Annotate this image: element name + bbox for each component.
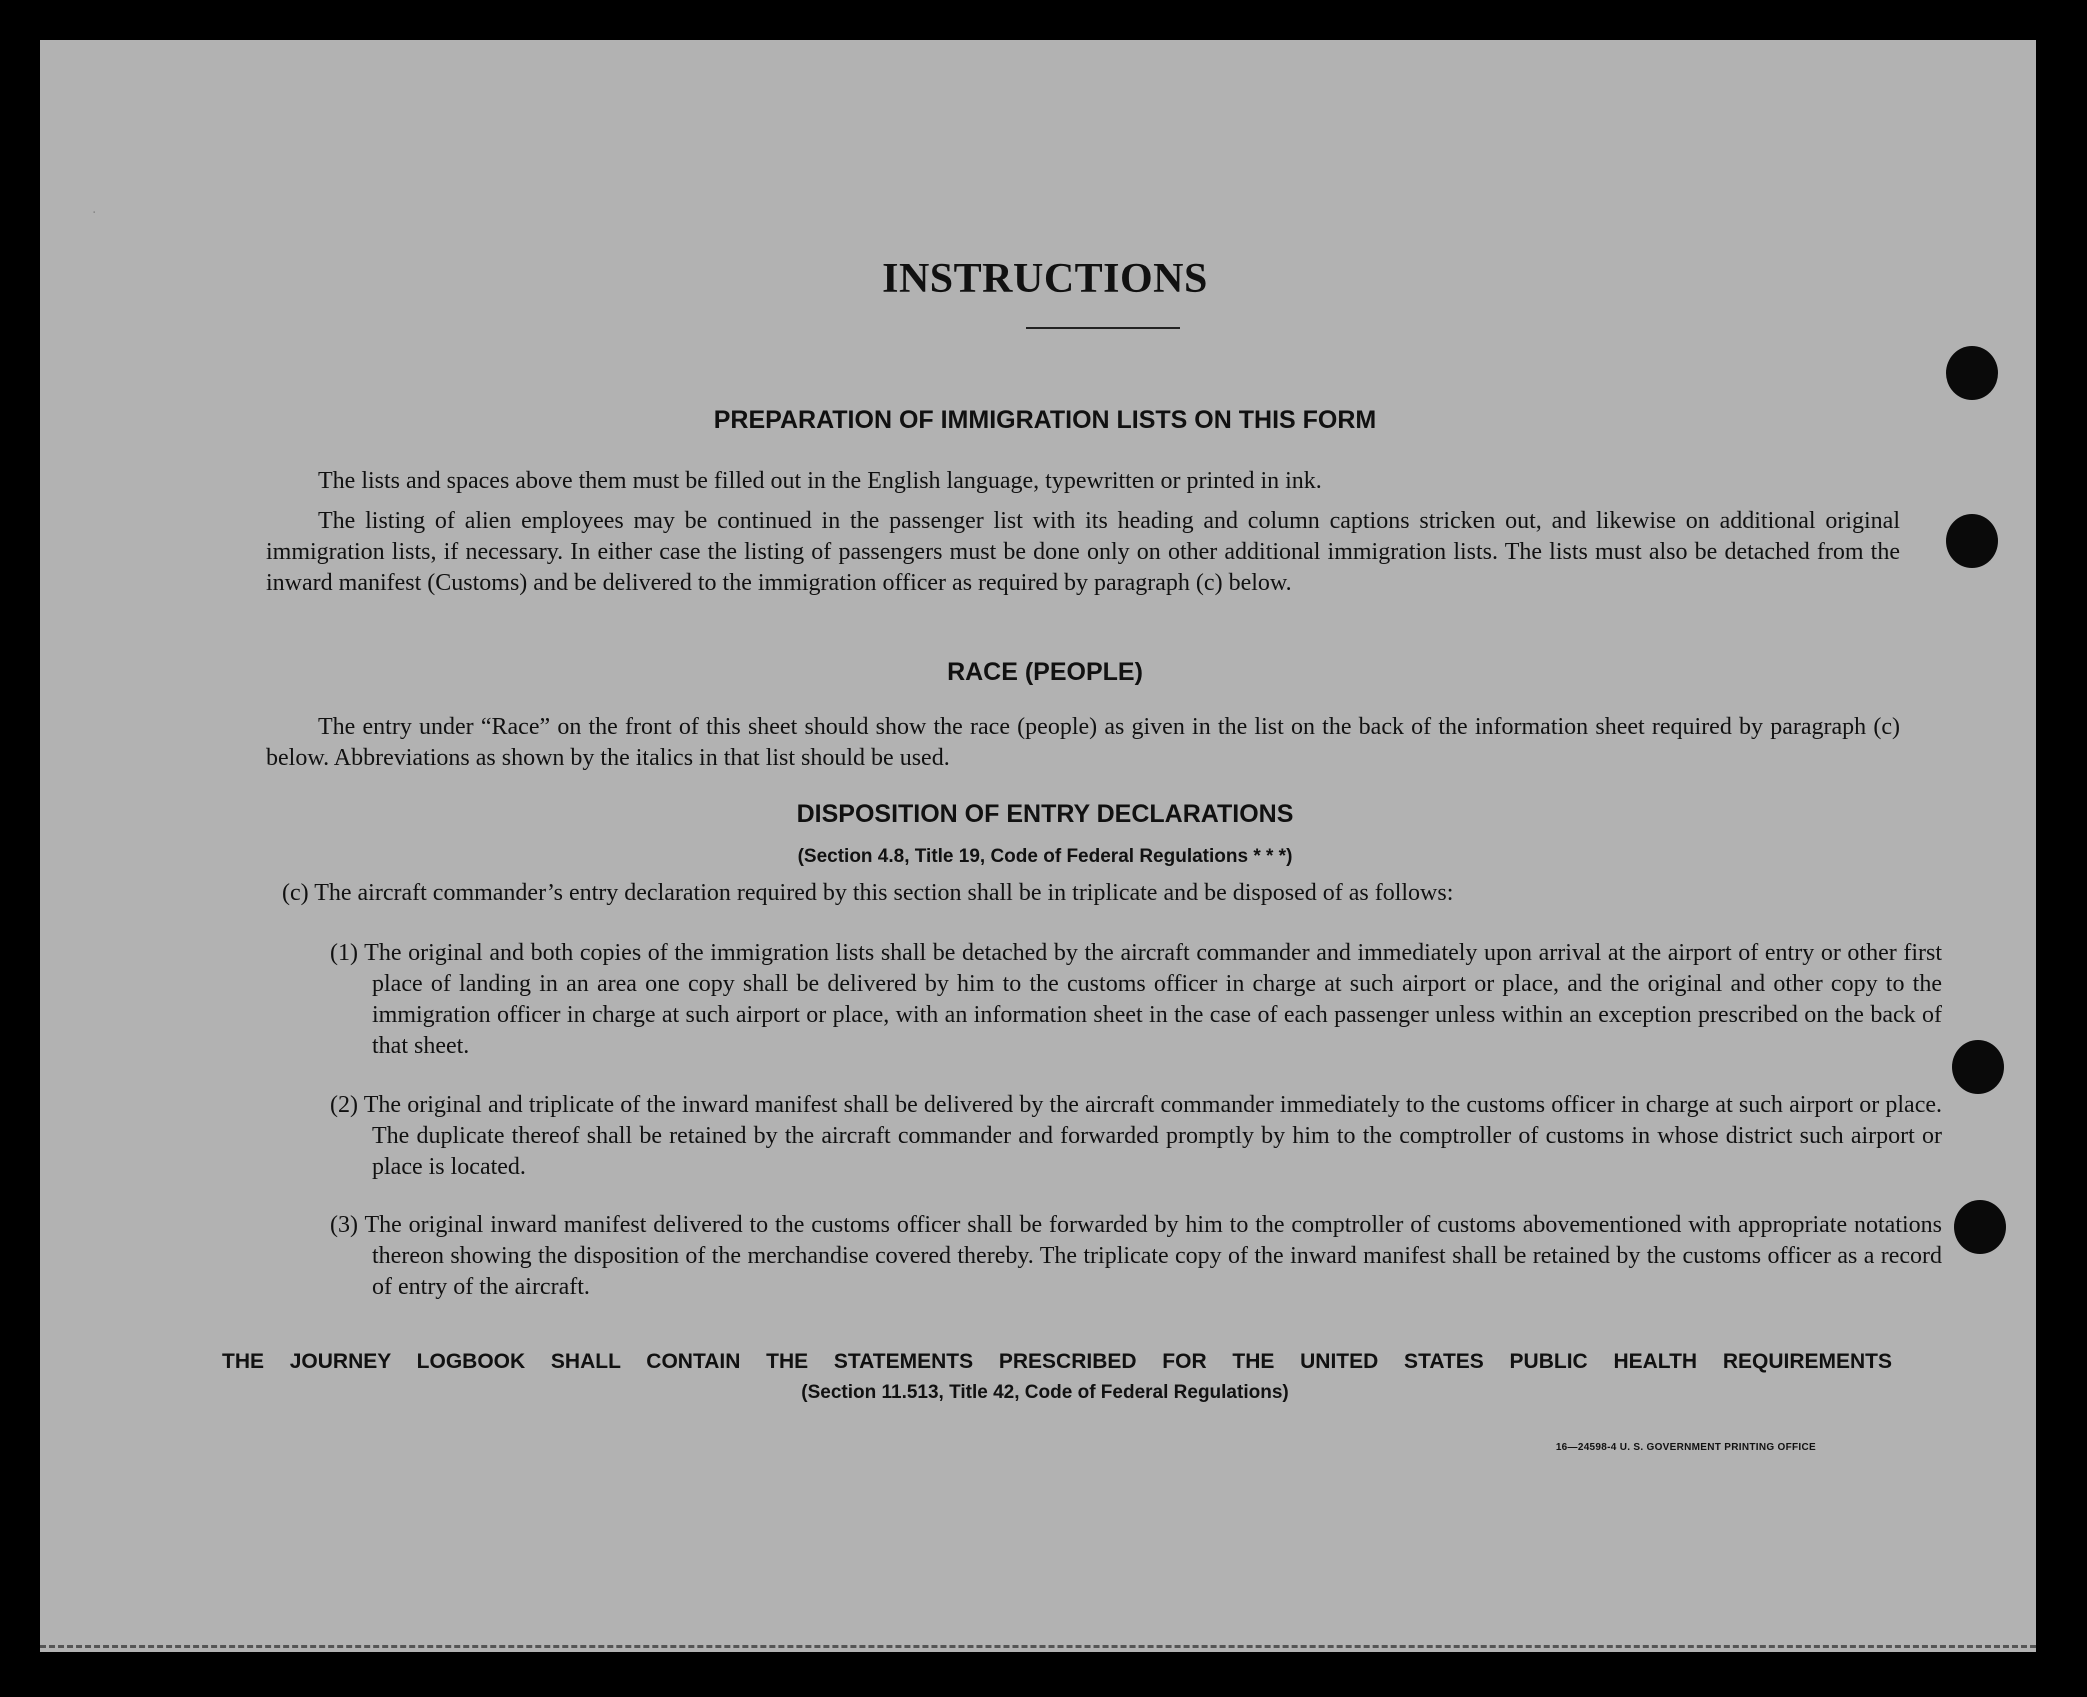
title-underline <box>1026 327 1180 329</box>
printer-imprint: 16—24598-4 U. S. GOVERNMENT PRINTING OFFICE <box>1555 1442 1816 1453</box>
paragraph-disposition-intro: (c) The aircraft commander’s entry declaration required by this section shall be in triplicate and be disposed of as follows: <box>282 880 1454 906</box>
list-item: (1) The original and both copies of the immigration lists shall be detached by the aircraft commander and immediately upon arrival at the airport of entry or other first place of landing in an area one copy shall be delivered by him to the customs officer in charge at such airport or place, and the original and other copy to the immigration officer in charge at such airport or place, with an information sheet in the case of each passenger unless within an exception prescribed on the back of that sheet. <box>330 940 1942 1059</box>
perforated-edge <box>40 1645 2036 1648</box>
section-heading-preparation: PREPARATION OF IMMIGRATION LISTS ON THIS FORM <box>713 406 1377 434</box>
footer-citation: (Section 11.513, Title 42, Code of Federal Regulations) <box>801 1382 1289 1403</box>
section-heading-disposition: DISPOSITION OF ENTRY DECLARATIONS <box>796 800 1294 828</box>
section-subheading-disposition: (Section 4.8, Title 19, Code of Federal Regulations * * *) <box>797 846 1293 867</box>
section-heading-race: RACE (PEOPLE) <box>947 658 1143 686</box>
paragraph-preparation-1: The lists and spaces above them must be filled out in the English language, typewritten or printed in ink. <box>318 468 1322 494</box>
paragraph-race: The entry under “Race” on the front of this sheet should show the race (people) as given in the list on the back of the information sheet required by paragraph (c) below. Abbreviations as shown by the italics in that list should be used. <box>266 714 1900 771</box>
bleed-through-band <box>340 340 346 367</box>
footer-statement: THE JOURNEY LOGBOOK SHALL CONTAIN THE STATEMENTS PRESCRIBED FOR THE UNITED STATES PUBLIC HEALTH REQUIREMENTS <box>222 1350 1892 1373</box>
margin-mark: . <box>92 200 97 217</box>
punch-hole <box>1952 1040 2004 1094</box>
list-item: (3) The original inward manifest delivered to the customs officer shall be forwarded by him to the comptroller of customs abovementioned with appropriate notations thereon showing the disposition of the merchandise covered thereby. The triplicate copy of the inward manifest shall be retained by the customs officer as a record of entry of the aircraft. <box>330 1212 1942 1300</box>
punch-hole <box>1946 346 1998 400</box>
page-title: INSTRUCTIONS <box>882 256 1208 302</box>
punch-hole <box>1946 514 1998 568</box>
punch-hole <box>1954 1200 2006 1254</box>
list-item: (2) The original and triplicate of the inward manifest shall be delivered by the aircraft commander immediately to the customs officer in charge at such airport or place. The duplicate thereof shall be retained by the aircraft commander and forwarded promptly by him to the comptroller of customs in whose district such airport or place is located. <box>330 1092 1942 1180</box>
paragraph-preparation-2: The listing of alien employees may be continued in the passenger list with its heading and column captions stricken out, and likewise on additional original immigration lists, if necessary. In either case the listing of passengers must be done only on other additional immigration lists. The lists must also be detached from the inward manifest (Customs) and be delivered to the immigration officer as required by paragraph (c) below. <box>266 508 1900 596</box>
document-page <box>40 40 2036 1652</box>
bleed-through-header <box>440 110 449 148</box>
